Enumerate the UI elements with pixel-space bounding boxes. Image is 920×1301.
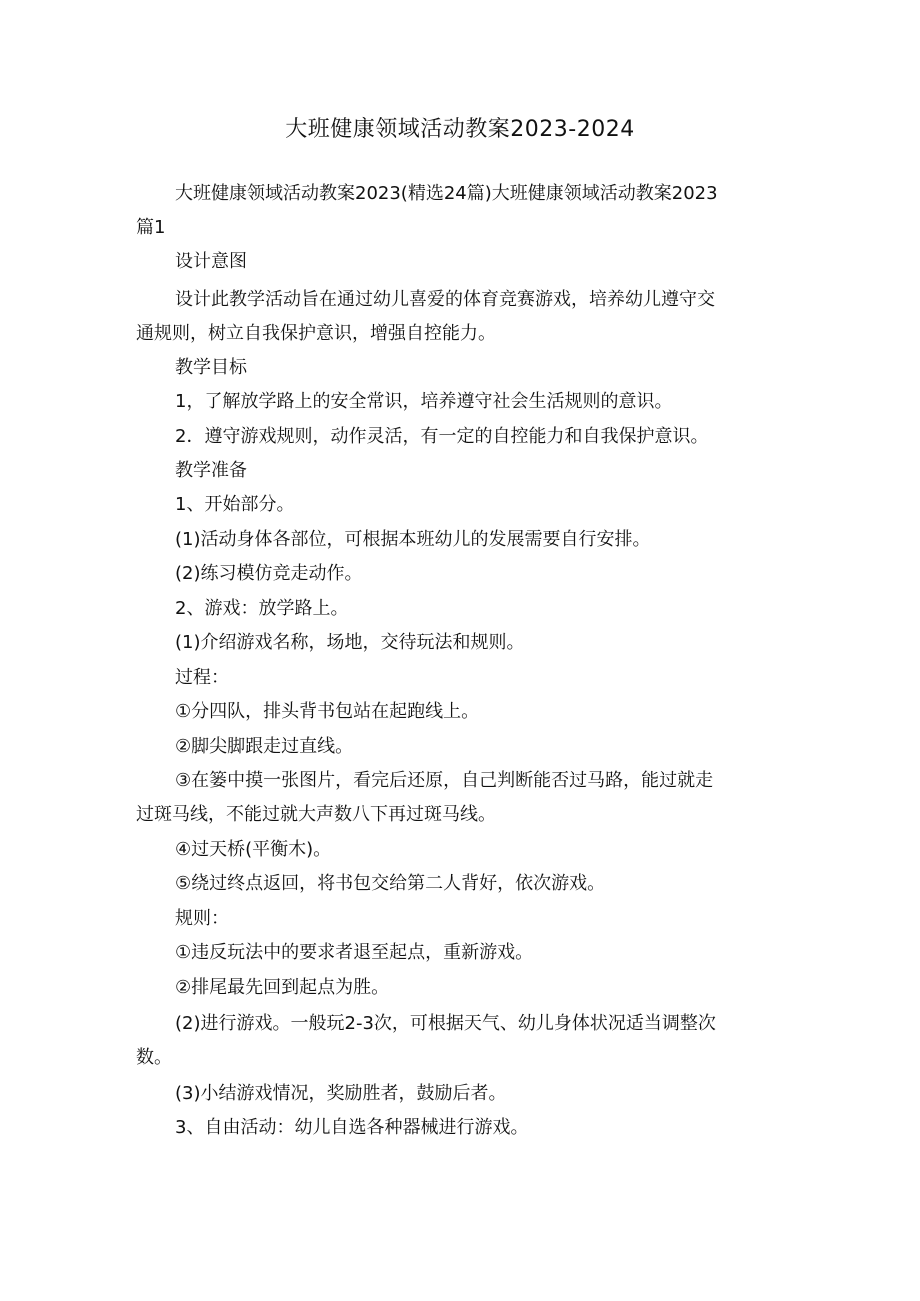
paragraph-line: 过斑马线，不能过就大声数八下再过斑马线。 bbox=[136, 804, 496, 825]
paragraph-line: 大班健康领域活动教案2023(精选24篇)大班健康领域活动教案2023 bbox=[175, 183, 718, 204]
list-item: ①分四队，排头背书包站在起跑线上。 bbox=[175, 701, 480, 722]
list-item: ⑤绕过终点返回，将书包交给第二人背好，依次游戏。 bbox=[175, 873, 606, 894]
list-item: ④过天桥(平衡木)。 bbox=[175, 839, 332, 860]
paragraph-line: 设计此教学活动旨在通过幼儿喜爱的体育竞赛游戏，培养幼儿遵守交 bbox=[175, 289, 715, 310]
document-title: 大班健康领域活动教案2023-2024 bbox=[285, 117, 635, 142]
section-heading: 教学准备 bbox=[175, 460, 247, 481]
list-item: 1、开始部分。 bbox=[175, 494, 295, 515]
list-item: (3)小结游戏情况，奖励胜者，鼓励后者。 bbox=[175, 1083, 507, 1104]
section-heading: 过程： bbox=[175, 667, 229, 688]
list-item: ②排尾最先回到起点为胜。 bbox=[175, 977, 390, 998]
list-item: (1)介绍游戏名称，场地，交待玩法和规则。 bbox=[175, 632, 525, 653]
section-heading: 规则： bbox=[175, 908, 229, 929]
section-heading: 教学目标 bbox=[175, 357, 247, 378]
list-item: 3、自由活动：幼儿自选各种器械进行游戏。 bbox=[175, 1117, 529, 1138]
list-item: (2)进行游戏。一般玩2-3次，可根据天气、幼儿身体状况适当调整次 bbox=[175, 1013, 716, 1034]
paragraph-line: 篇1 bbox=[136, 217, 166, 238]
list-item: 2、游戏：放学路上。 bbox=[175, 598, 349, 619]
paragraph-line: 数。 bbox=[136, 1047, 172, 1068]
list-item: (2)练习模仿竞走动作。 bbox=[175, 563, 363, 584]
list-item: 1，了解放学路上的安全常识，培养遵守社会生活规则的意识。 bbox=[175, 391, 673, 412]
list-item: ③在篓中摸一张图片，看完后还原，自己判断能否过马路，能过就走 bbox=[175, 770, 714, 791]
list-item: ①违反玩法中的要求者退至起点，重新游戏。 bbox=[175, 942, 534, 963]
list-item: (1)活动身体各部位，可根据本班幼儿的发展需要自行安排。 bbox=[175, 529, 651, 550]
list-item: 2．遵守游戏规则，动作灵活，有一定的自控能力和自我保护意识。 bbox=[175, 426, 709, 447]
section-heading: 设计意图 bbox=[175, 251, 247, 272]
list-item: ②脚尖脚跟走过直线。 bbox=[175, 736, 354, 757]
paragraph-line: 通规则，树立自我保护意识，增强自控能力。 bbox=[136, 323, 496, 344]
